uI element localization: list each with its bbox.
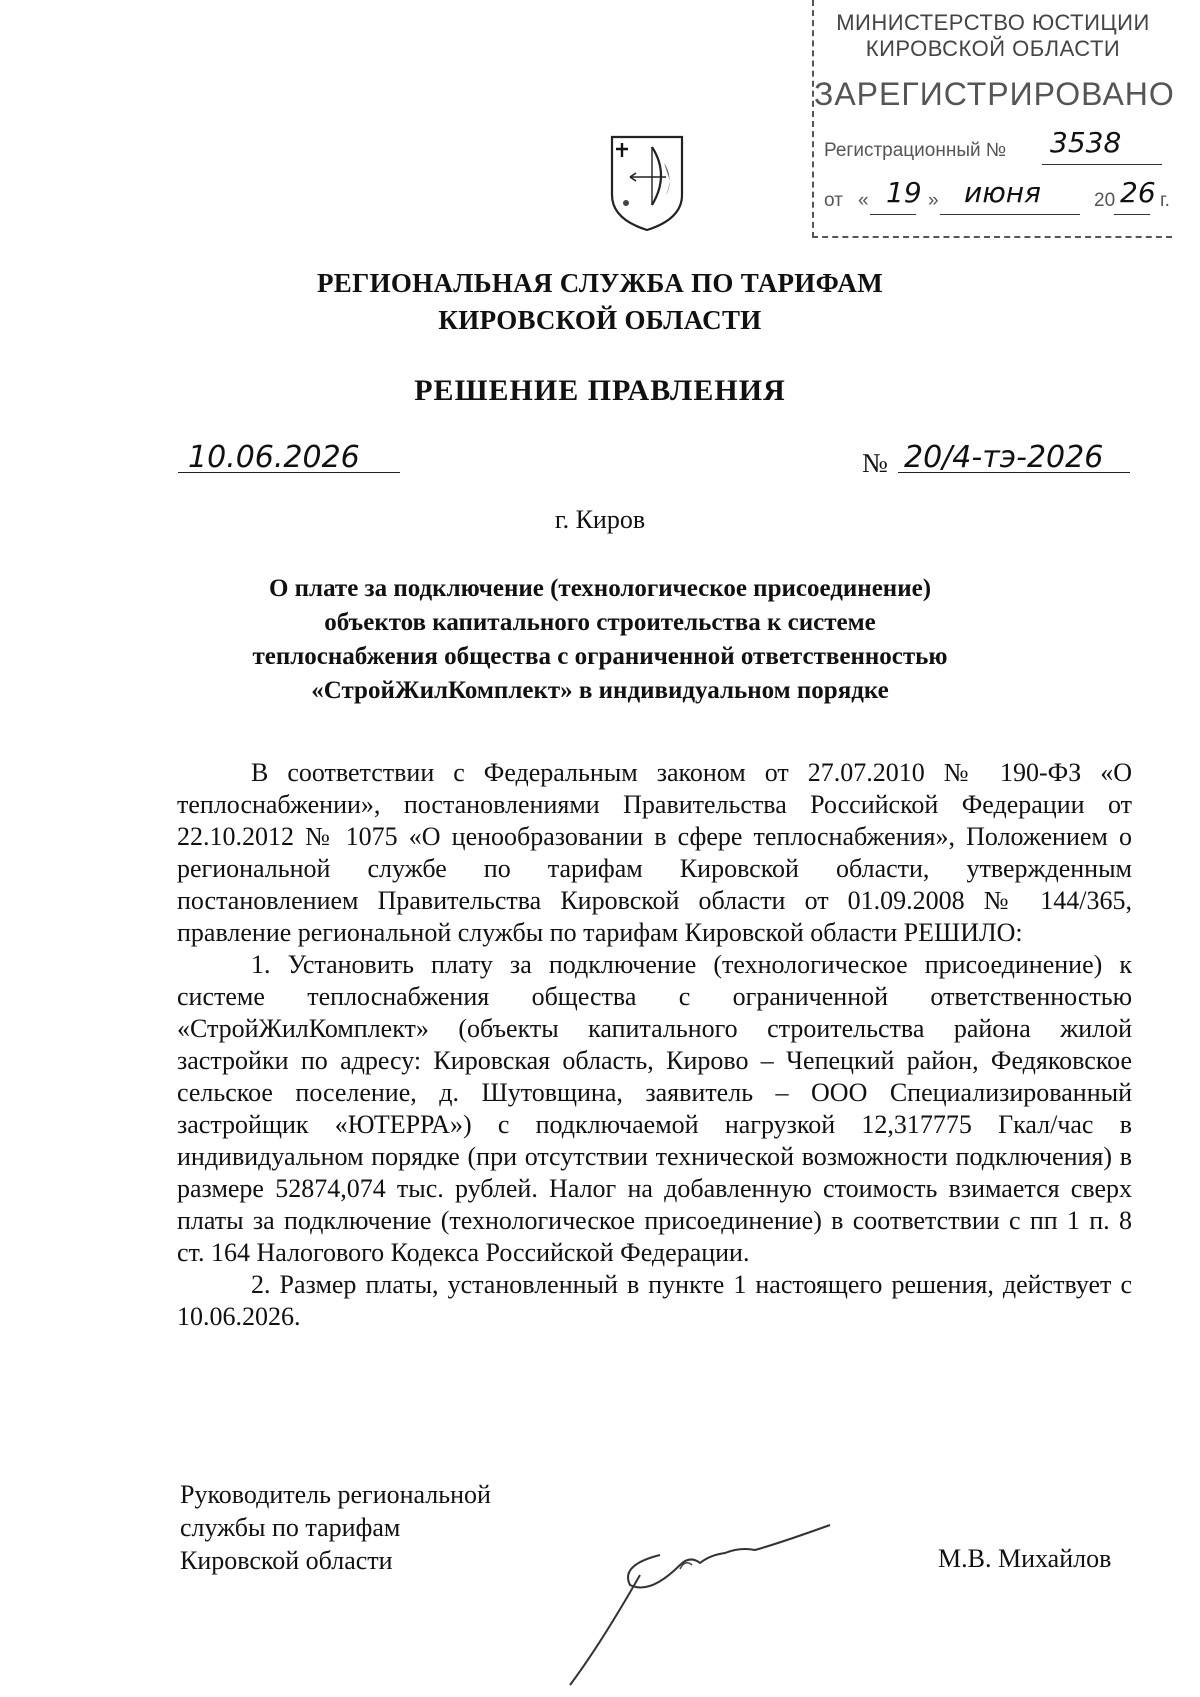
date-underline [178,472,400,473]
signatory-title-line: Руководитель региональной [180,1480,491,1509]
org-name-line1: РЕГИОНАЛЬНАЯ СЛУЖБА ПО ТАРИФАМ [317,268,883,298]
coat-of-arms-icon [608,133,686,233]
stamp-regno-value: 3538 [1050,126,1122,159]
document-number: 20/4-тэ-2026 [904,440,1104,475]
clause-1-paragraph: 1. Установить плату за подключение (технологическое присоединение) к системе теплоснабжения общества с ограниченной ответственностью «СтройЖилКомплект» (объекты капитального строительства района жилой застройки по адресу: Кировская область, Кирово – Чепецкий район, Федяковское сельское поселение, д. Шутовщина, заявитель – ООО Специализированный застройщик «ЮТЕРРА») с подключаемой нагрузкой 12,317775 Гкал/час в индивидуальном порядке (при отсутствии технической возможности подключения) в размере 52874,074 тыс. рублей. Налог на добавленную стоимость взимается сверх платы за подключение (технологическое присоединение) в соответствии с пп 1 п. 8 ст. 164 Налогового Кодекса Российской Федерации. [177,950,1132,1267]
signatory-title-line: Кировской области [180,1546,393,1575]
stamp-day-underline [870,214,916,215]
stamp-month: июня [964,176,1041,209]
document-subject [180,572,1020,708]
stamp-year-prefix: 20 [1094,190,1116,211]
subject-line: О плате за подключение (технологическое присоединение) [268,575,932,602]
stamp-ministry-line1: МИНИСТЕРСТВО ЮСТИЦИИ [836,10,1150,35]
stamp-month-underline [940,214,1080,215]
stamp-date-prefix: от [824,190,843,211]
stamp-year-g: г. [1160,190,1170,211]
stamp-registered: ЗАРЕГИСТРИРОВАНО [814,76,1175,112]
document-body [177,757,1132,1333]
stamp-year-suffix: 26 [1120,176,1156,209]
stamp-regno-underline [1042,164,1162,165]
subject-line: теплоснабжения общества с ограниченной ответственностью [252,643,948,670]
subject-line: объектов капитального строительства к системе [324,609,876,636]
registration-stamp [812,0,1175,238]
signatory-title [180,1478,491,1577]
preamble-paragraph: В соответствии с Федеральным законом от 27.07.2010 № 190-ФЗ «О теплоснабжении», постановлениями Правительства Российской Федерации от 22.10.2012 № 1075 «О ценообразовании в сфере теплоснабжения», Положением о региональной службе по тарифам Кировской области, утвержденным постановлением Правительства Кировской области от 01.09.2008 № 144/365, правление региональной службы по тарифам Кировской области РЕШИЛО: [177,758,1132,947]
signatory-name: М.В. Михайлов [938,1544,1112,1573]
signatory-title-line: службы по тарифам [180,1513,401,1542]
stamp-year-underline [1114,214,1150,215]
handwritten-signature [540,1495,920,1695]
org-name-line2: КИРОВСКОЙ ОБЛАСТИ [438,305,762,335]
city: г. Киров [554,505,646,534]
number-sign: № [862,448,888,478]
document-date: 10.06.2026 [188,440,360,475]
stamp-quote-close: » [928,190,939,211]
stamp-quote-open: « [858,190,869,211]
number-underline [898,472,1130,473]
stamp-day: 19 [886,176,922,209]
stamp-regno-label: Регистрационный № [824,140,1007,161]
document-type: РЕШЕНИЕ ПРАВЛЕНИЯ [414,374,786,407]
clause-2-paragraph: 2. Размер платы, установленный в пункте 1 настоящего решения, действует с 10.06.2026. [177,1270,1132,1331]
subject-line: «СтройЖилКомплект» в индивидуальном порядке [311,677,889,704]
stamp-ministry-line2: КИРОВСКОЙ ОБЛАСТИ [865,36,1121,61]
